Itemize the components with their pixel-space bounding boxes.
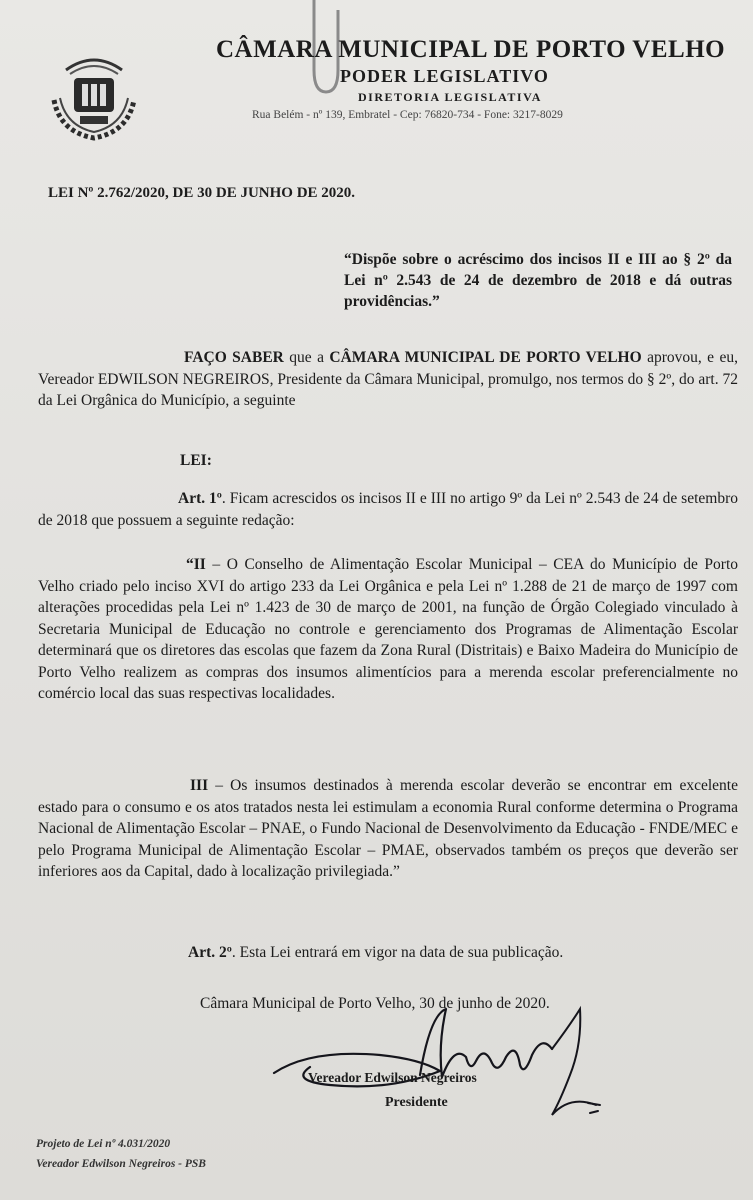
institution-name: CÂMARA MUNICIPAL DE PORTO VELHO (216, 36, 726, 63)
inciso-2-label: “II (186, 556, 206, 573)
inciso-2-text: – O Conselho de Alimentação Escolar Municipal – CEA do Município de Porto Velho criado pelo inciso XVI do artigo 233 da Lei Orgânica e pela Lei nº 1.288 de 21 de março de 1997 com alterações procedidas pela Lei nº 1.423 de 30 de março de 2001, na função de Órgão Colegiado vinculado à Secretaria Municipal de Educação no controle e gerenciamento dos Programas de Alimentação Escolar determinará que os diretores das escolas que fazem da Zona Rural (Distritais) e Baixo Madeira do Município de Porto Velho realizem as compras dos insumos alimentícios para a merenda escolar preferencialmente no comércio local das suas respectivas localidades. (38, 556, 738, 702)
footer-project: Projeto de Lei nº 4.031/2020 (36, 1138, 171, 1150)
inciso-3 (38, 775, 738, 883)
place-date: Câmara Municipal de Porto Velho, 30 de junho de 2020. (200, 995, 550, 1012)
law-title: LEI Nº 2.762/2020, DE 30 DE JUNHO DE 2020. (48, 185, 356, 201)
preamble-chamber: CÂMARA MUNICIPAL DE PORTO VELHO (329, 349, 642, 366)
branch-name: PODER LEGISLATIVO (340, 66, 549, 86)
article-1-label: Art. 1º (178, 490, 222, 507)
inciso-3-label: III (190, 777, 209, 794)
article-1-text: . Ficam acrescidos os incisos II e III no artigo 9º da Lei nº 2.543 de 24 de setembro de 2018 que possuem a seguinte redação: (38, 490, 738, 529)
signatory-role: Presidente (385, 1095, 448, 1110)
lei-heading: LEI: (180, 452, 212, 469)
address-line: Rua Belém - nº 139, Embratel - Cep: 76820-734 - Fone: 3217-8029 (252, 109, 563, 121)
signatory-name: Vereador Edwilson Negreiros (308, 1070, 477, 1085)
preamble-lead: FAÇO SABER (184, 349, 284, 366)
article-2 (188, 944, 563, 962)
preamble-rest: aprovou, e eu, Vereador EDWILSON NEGREIROS, Presidente da Câmara Municipal, promulgo, nos termos do § 2º, do art. 72 da Lei Orgânica do Município, a seguinte (38, 349, 738, 409)
preamble-mid: que a (283, 349, 330, 366)
footer-author: Vereador Edwilson Negreiros - PSB (36, 1158, 206, 1170)
preamble-paragraph (38, 347, 738, 412)
article-2-label: Art. 2º (188, 944, 232, 961)
inciso-2 (38, 554, 738, 705)
inciso-3-text: – Os insumos destinados à merenda escolar deverão se encontrar em excelente estado para o consumo e os atos tratados nesta lei estimulam a economia Rural conforme determina o Programa Nacional de Alimentação Escolar – PNAE, o Fundo Nacional de Desenvolvimento da Educação - FNDE/MEC e pelo Programa Municipal de Alimentação Escolar – PMAE, observados também os preços que deverão ser inferiores aos da Capital, dado à localização privilegiada.” (38, 777, 738, 880)
law-ementa: “Dispõe sobre o acréscimo dos incisos II e III ao § 2º da Lei nº 2.543 de 24 de dezembro de 2018 e dá outras providências.” (344, 251, 732, 310)
article-2-text: . Esta Lei entrará em vigor na data de sua publicação. (231, 944, 564, 961)
article-1 (38, 488, 738, 531)
municipal-crest-icon (46, 48, 142, 144)
department-name: DIRETORIA LEGISLATIVA (358, 90, 542, 104)
